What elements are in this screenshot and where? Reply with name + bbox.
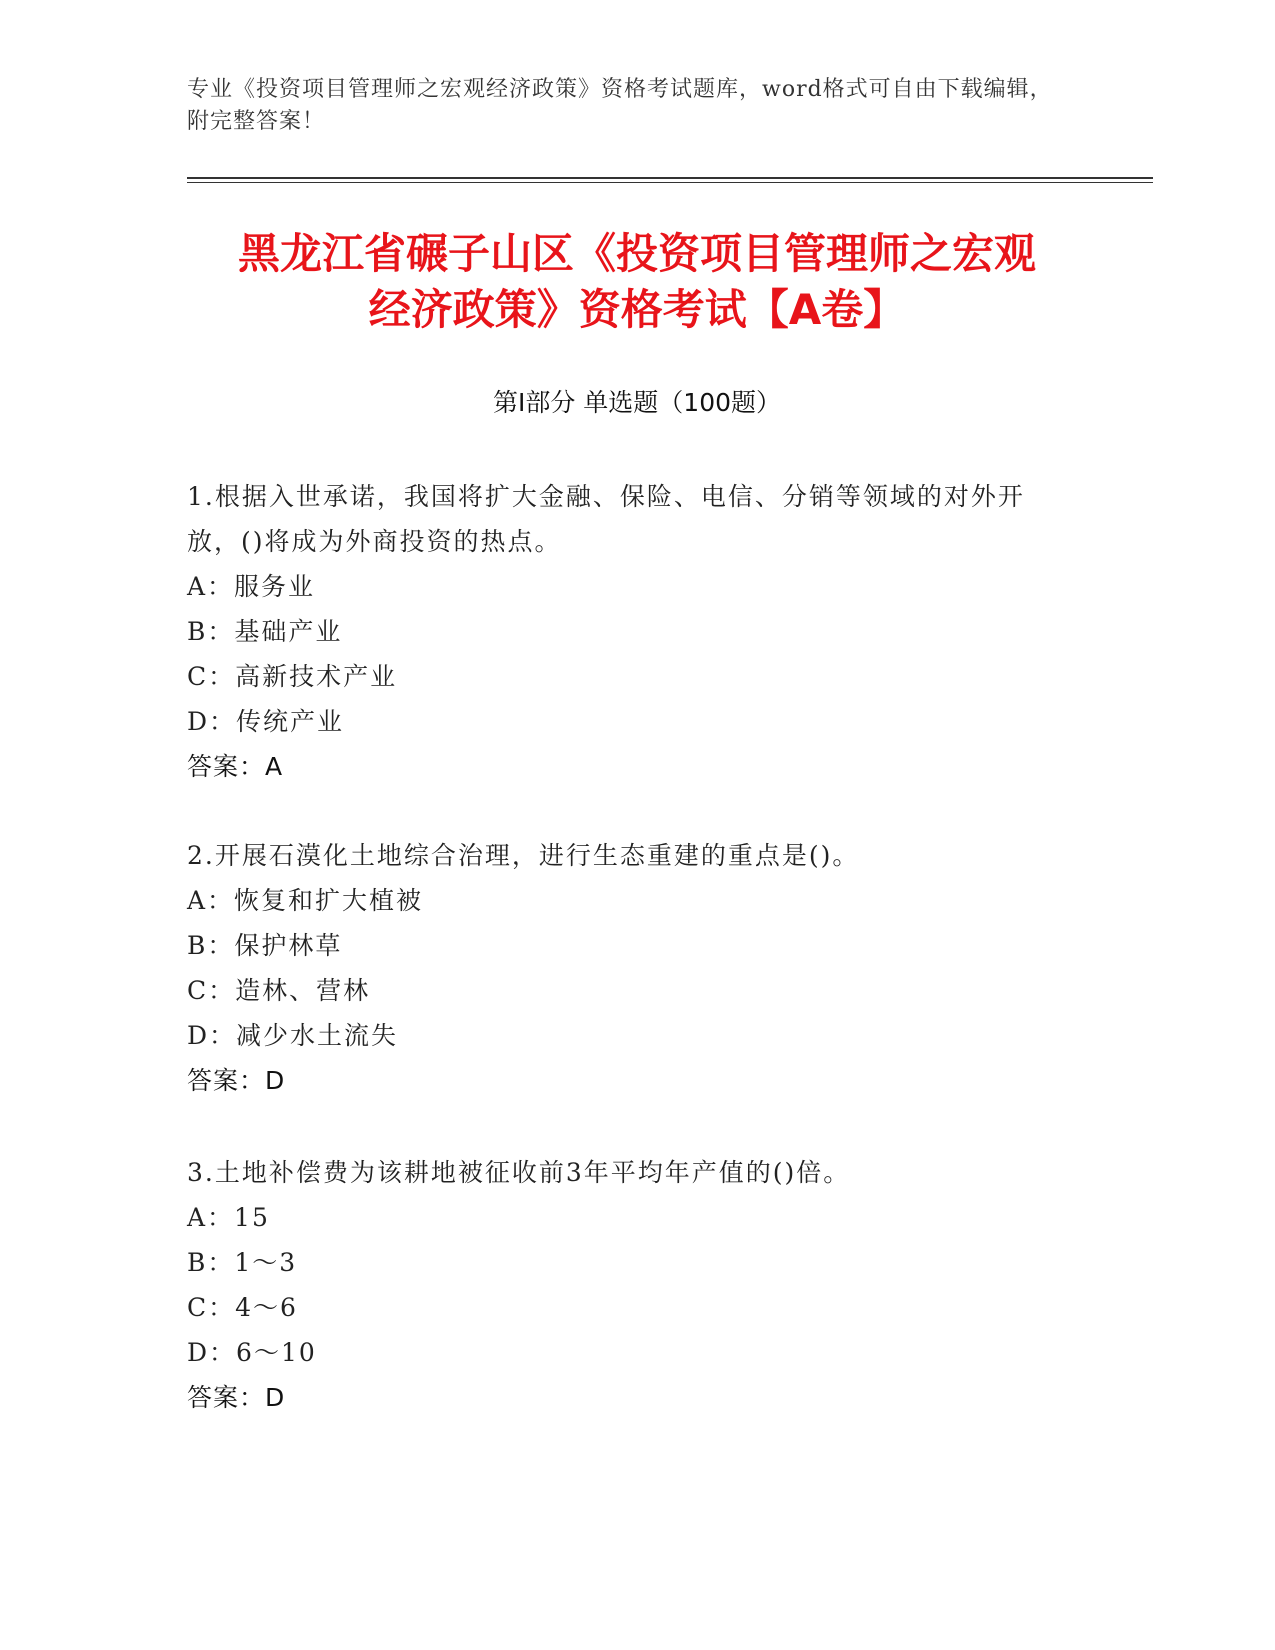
question-block — [187, 474, 1067, 789]
option-d: D：减少水土流失 — [187, 1021, 399, 1050]
header-rule-thin — [187, 182, 1153, 183]
option-b: B：基础产业 — [187, 617, 343, 646]
question-stem: 2.开展石漠化土地综合治理，进行生态重建的重点是()。 — [187, 841, 860, 870]
document-title — [187, 226, 1087, 338]
option-c: C：造林、营林 — [187, 976, 371, 1005]
question-stem: 1.根据入世承诺，我国将扩大金融、保险、电信、分销等领域的对外开放，()将成为外商投资的热点。 — [187, 482, 1025, 556]
option-a: A：服务业 — [187, 572, 316, 601]
option-d: D：6～10 — [187, 1338, 317, 1367]
option-b: B：保护林草 — [187, 931, 343, 960]
title-line-1: 黑龙江省碾子山区《投资项目管理师之宏观 — [237, 229, 1036, 278]
answer-line: 答案：A — [187, 752, 284, 781]
title-line-2: 经济政策》资格考试【A卷】 — [368, 285, 906, 334]
option-b: B：1～3 — [187, 1248, 298, 1277]
answer-line: 答案：D — [187, 1383, 286, 1412]
header-rule-thick — [187, 177, 1153, 179]
question-block — [187, 833, 1067, 1103]
option-a: A：15 — [187, 1203, 270, 1232]
option-c: C：4～6 — [187, 1293, 298, 1322]
option-c: C：高新技术产业 — [187, 662, 398, 691]
section-heading: 第Ⅰ部分 单选题（100题） — [492, 388, 782, 417]
question-block — [187, 1150, 1067, 1420]
option-d: D：传统产业 — [187, 707, 345, 736]
question-stem: 3.土地补偿费为该耕地被征收前3年平均年产值的()倍。 — [187, 1158, 851, 1187]
answer-line: 答案：D — [187, 1066, 286, 1095]
header-note: 专业《投资项目管理师之宏观经济政策》资格考试题库，word格式可自由下载编辑，附完整答案！ — [187, 77, 1053, 134]
option-a: A：恢复和扩大植被 — [187, 886, 424, 915]
